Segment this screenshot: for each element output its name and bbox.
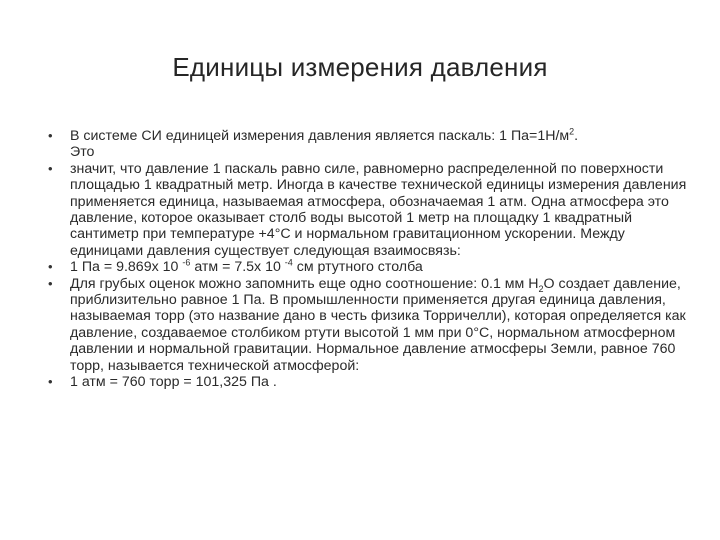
bullet-text-segment: Для грубых оценок можно запомнить еще одно соотношение: 0.1 мм Н [70, 275, 539, 292]
bullet-item-si-unit [48, 128, 688, 161]
bullet-text-segment: О создает давление, приблизительно равное 1 Па. В промышленности применяется другая единица давления, называемая торр (это название дано в честь физика Торричелли), которая определяется как давление, создаваемое столбиком ртути высотой 1 мм при 0°С, нормальном атмосферном давлении и нормальной гравитации. Нормальное давление атмосферы Земли, равное 760 торр, называется технической атмосферой: [70, 275, 686, 374]
bullet-item-torr [48, 276, 688, 374]
bullet-text [70, 259, 688, 275]
bullet-dot: • [48, 259, 53, 275]
superscript: 2 [569, 126, 575, 137]
bullet-text-continuation: Это [70, 144, 95, 161]
bullet-text-segment: атм = 7.5х 10 [190, 259, 285, 276]
bullet-item-definition [48, 161, 688, 259]
bullet-text-segment: см ртутного столба [292, 259, 423, 276]
bullet-dot: • [48, 128, 53, 143]
bullet-text [70, 276, 688, 374]
bullet-item-conversion [48, 259, 688, 275]
superscript: -4 [284, 257, 293, 268]
bullet-dot: • [48, 374, 53, 390]
bullet-dot: • [48, 160, 53, 176]
bullet-text [70, 161, 688, 259]
bullet-text [70, 374, 688, 390]
bullet-text-segment: значит, что давление 1 паскаль равно силе, равномерно распределенной по поверхности площадью 1 квадратный метр. Иногда в качестве технической единицы измерения давления применяется единица, называемая атмосфера, обозначаемая 1 атм. Одна атмосфера это давление, которое оказывает столб воды высотой 1 метр на площадку 1 квадратный сантиметр при температуре +4°С и нормальном гравитационном ускорении. Между единицами давления существует следующая взаимосвязь: [70, 160, 687, 259]
bullet-list [48, 128, 688, 391]
slide-title: Единицы измерения давления [172, 52, 548, 82]
bullet-text-segment: В системе СИ единицей измерения давления является паскаль: 1 Па=1Н/м [70, 128, 570, 144]
bullet-dot: • [48, 275, 53, 291]
bullet-text-segment: 1 Па = 9.869х 10 [70, 259, 183, 276]
bullet-text [70, 128, 688, 161]
bullet-text-segment: . [574, 128, 579, 144]
bullet-item-atm-equivalence [48, 374, 688, 390]
subscript: 2 [538, 283, 544, 294]
superscript: -6 [182, 257, 191, 268]
bullet-text-segment: 1 атм = 760 торр = 101,325 Па . [70, 374, 277, 391]
